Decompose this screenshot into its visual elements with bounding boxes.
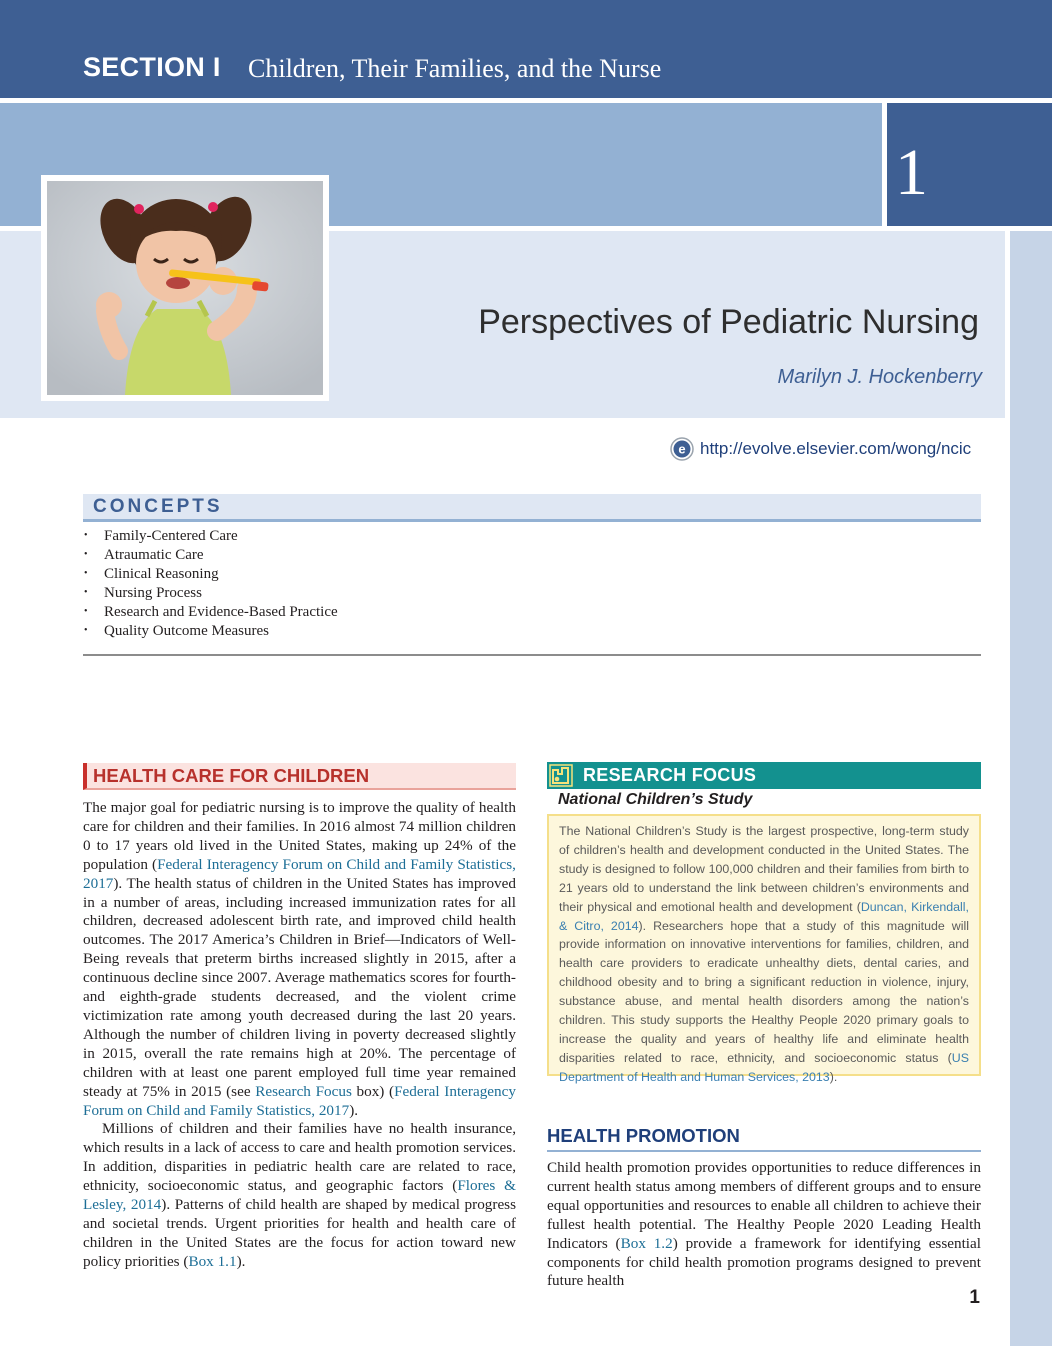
concept-item: • Family-Centered Care	[83, 527, 338, 546]
concepts-list	[83, 527, 338, 640]
concepts-title: CONCEPTS	[93, 496, 223, 517]
concept-item: • Research and Evidence-Based Practice	[83, 603, 338, 622]
chapter-number: 1	[895, 136, 928, 209]
citation-link[interactable]: Federal Interagency Forum on Child and Family Statistics, 2017	[83, 1082, 516, 1119]
evolve-url[interactable]: http://evolve.elsevier.com/wong/ncic	[700, 439, 972, 458]
citation-link[interactable]: Flores & Lesley, 2014	[83, 1177, 516, 1214]
health-care-paragraph-1: The major goal for pediatric nursing is to improve the quality of health care for children and their families. In 2016 almost 74 million children 0 to 17 years old lived in the United States, making up 24% of the population (Federal Interagency Forum on Child and Family Statistics, 2017). The health status of children in the United States has improved in a number of areas, including increased immunization rates for all children, decreased adolescent birth rate, and improved child health outcomes. The 2017 America’s Children in Brief—Indicators of Well-Being reveals that preterm births increased slightly in 2015, after a continuous decline since 2007. Average mathematics scores for fourth- and eighth-grade students decreased, and the violent crime victimization rate among youth decreased during the last 20 years. Although the number of children living in poverty decreased slightly in 2015, overall the rate remains high at 20%. The percentage of children with at least one parent employed full time year remained steady at 75% in 2015 (see Research Focus box) (Federal Interagency Forum on Child and Family Statistics, 2017).	[83, 799, 516, 1119]
citation-link[interactable]: US Department of Health and Human Services, 2013	[559, 1050, 969, 1084]
chapter-photo	[41, 175, 329, 401]
concepts-divider	[83, 654, 981, 656]
box-link[interactable]: Box 1.2	[620, 1234, 673, 1252]
chapter-author: Marilyn J. Hockenberry	[777, 366, 982, 388]
concept-item: • Nursing Process	[83, 584, 338, 603]
concept-item: • Clinical Reasoning	[83, 565, 338, 584]
citation-link[interactable]: Duncan, Kirkendall, & Citro, 2014	[559, 899, 969, 933]
research-focus-text: The National Children’s Study is the largest prospective, long-term study of children’s health and development conducted in the United States. The study is designed to follow 100,000 children and their families from birth to 21 years old to understand the link between children’s environments and their physical and emotional health and development (Duncan, Kirkendall, & Citro, 2014). Researchers hope that a study of this magnitude will provide information on innovative interventions for families, children, and health care providers to eradicate unhealthy diets, dental caries, and childhood obesity and to bring a significant reduction in violence, injury, substance abuse, and mental health disorders among the nation’s children. This study supports the Healthy People 2020 primary goals to increase the quality and years of healthy life and eliminate health disparities related to race, ethnicity, and socioeconomic status (US Department of Health and Human Services, 2013).	[559, 824, 969, 1084]
health-care-body	[83, 799, 516, 1272]
child-toothbrush-illustration	[47, 181, 323, 395]
research-focus-subtitle: National Children’s Study	[558, 791, 753, 808]
research-focus-link[interactable]: Research Focus	[255, 1082, 352, 1100]
evolve-e-icon	[670, 437, 694, 461]
evolve-link[interactable]	[670, 436, 971, 462]
research-focus-icon	[549, 764, 573, 787]
page-number: 1	[969, 1287, 980, 1308]
health-care-paragraph-2: Millions of children and their families have no health insurance, which results in a lack of access to care and health promotion services. In addition, disparities in pediatric health care are related to race, ethnicity, socioeconomic status, and geographic factors (Flores & Lesley, 2014). Patterns of child health are shaped by medical progress and societal trends. Urgent priorities for health and health care of children in the United States are the focus for action toward new policy priorities (Box 1.1).	[83, 1120, 517, 1270]
health-care-heading: HEALTH CARE FOR CHILDREN	[93, 765, 370, 786]
citation-link[interactable]: Federal Interagency Forum on Child and Family Statistics, 2017	[83, 855, 516, 892]
health-promotion-body: Child health promotion provides opportunities to reduce differences in current health status among members of different groups and to ensure equal opportunities and resources to enable all children to achieve their fullest health potential. The Healthy People 2020 Leading Health Indicators (Box 1.2) provide a framework for identifying essential components for child health promotion programs designed to prevent future health	[547, 1159, 981, 1290]
box-link[interactable]: Box 1.1	[188, 1252, 237, 1270]
concept-item: • Atraumatic Care	[83, 546, 338, 565]
health-promotion-heading: HEALTH PROMOTION	[547, 1125, 740, 1146]
research-focus-title: RESEARCH FOCUS	[583, 765, 757, 785]
svg-text:e: e	[678, 441, 686, 457]
section-label: SECTION I	[83, 52, 221, 82]
health-promotion-rule	[547, 1150, 981, 1152]
page-edge-strip	[1010, 231, 1052, 1346]
concept-item: • Quality Outcome Measures	[83, 622, 338, 641]
chapter-title: Perspectives of Pediatric Nursing	[478, 303, 979, 341]
section-title: Children, Their Families, and the Nurse	[248, 54, 662, 83]
